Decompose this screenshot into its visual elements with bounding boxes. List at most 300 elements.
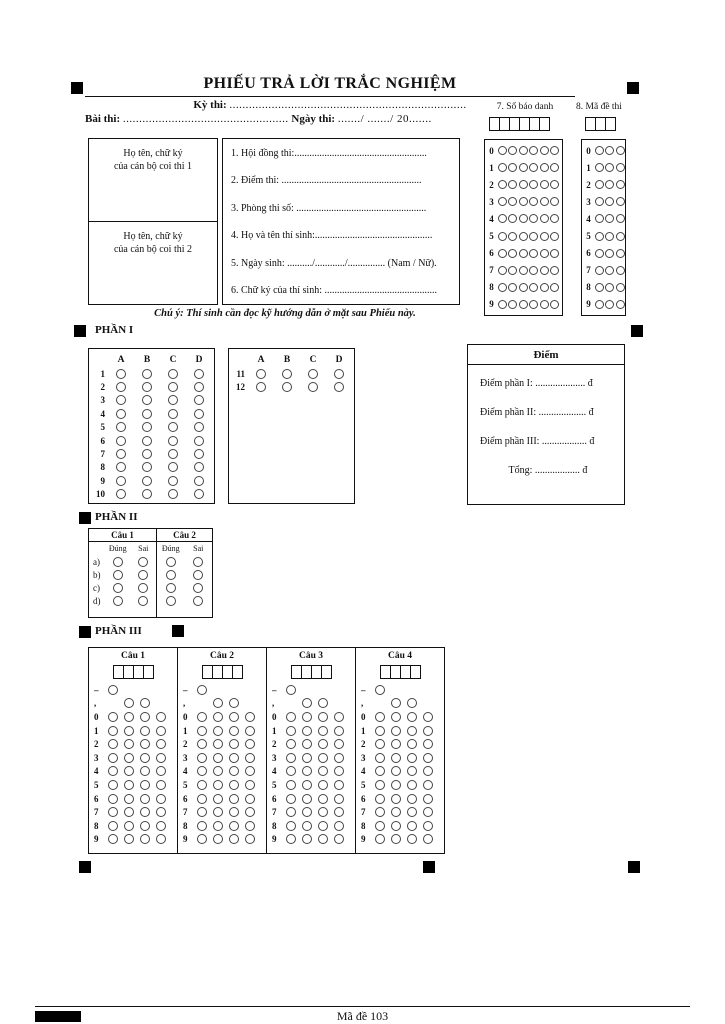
write-cell[interactable]: [321, 665, 332, 679]
answer-bubble[interactable]: [282, 382, 292, 392]
digit-bubble[interactable]: [605, 146, 614, 155]
digit-bubble[interactable]: [423, 821, 433, 831]
digit-bubble[interactable]: [140, 739, 150, 749]
answer-bubble[interactable]: [168, 422, 178, 432]
answer-bubble[interactable]: [194, 369, 204, 379]
digit-bubble[interactable]: [318, 712, 328, 722]
answer-bubble[interactable]: [194, 382, 204, 392]
digit-bubble[interactable]: [605, 300, 614, 309]
digit-bubble[interactable]: [375, 726, 385, 736]
digit-bubble[interactable]: [423, 726, 433, 736]
digit-bubble[interactable]: [156, 739, 166, 749]
digit-bubble[interactable]: [334, 739, 344, 749]
answer-bubble[interactable]: [168, 369, 178, 379]
answer-bubble[interactable]: [142, 395, 152, 405]
digit-bubble[interactable]: [108, 766, 118, 776]
digit-bubble[interactable]: [391, 712, 401, 722]
digit-bubble[interactable]: [245, 712, 255, 722]
digit-bubble[interactable]: [197, 712, 207, 722]
digit-bubble[interactable]: [318, 726, 328, 736]
digit-bubble[interactable]: [213, 753, 223, 763]
digit-bubble[interactable]: [302, 780, 312, 790]
digit-bubble[interactable]: [508, 146, 517, 155]
answer-bubble[interactable]: [168, 489, 178, 499]
digit-bubble[interactable]: [334, 807, 344, 817]
digit-bubble[interactable]: [423, 834, 433, 844]
answer-bubble[interactable]: [282, 369, 292, 379]
digit-bubble[interactable]: [529, 300, 538, 309]
digit-bubble[interactable]: [229, 739, 239, 749]
digit-bubble[interactable]: [229, 780, 239, 790]
digit-bubble[interactable]: [334, 834, 344, 844]
digit-bubble[interactable]: [423, 807, 433, 817]
digit-bubble[interactable]: [156, 753, 166, 763]
digit-bubble[interactable]: [197, 766, 207, 776]
digit-bubble[interactable]: [245, 739, 255, 749]
digit-bubble[interactable]: [529, 197, 538, 206]
digit-bubble[interactable]: [302, 794, 312, 804]
digit-bubble[interactable]: [508, 266, 517, 275]
answer-bubble[interactable]: [116, 449, 126, 459]
digit-bubble[interactable]: [140, 753, 150, 763]
digit-bubble[interactable]: [140, 726, 150, 736]
digit-bubble[interactable]: [391, 834, 401, 844]
digit-bubble[interactable]: [124, 780, 134, 790]
digit-bubble[interactable]: [423, 712, 433, 722]
digit-bubble[interactable]: [616, 180, 625, 189]
digit-bubble[interactable]: [550, 232, 559, 241]
digit-bubble[interactable]: [286, 712, 296, 722]
answer-bubble[interactable]: [142, 369, 152, 379]
answer-bubble[interactable]: [194, 462, 204, 472]
digit-bubble[interactable]: [124, 766, 134, 776]
digit-bubble[interactable]: [519, 266, 528, 275]
answer-bubble[interactable]: [334, 382, 344, 392]
digit-bubble[interactable]: [213, 726, 223, 736]
answer-bubble[interactable]: [168, 436, 178, 446]
digit-bubble[interactable]: [156, 766, 166, 776]
digit-bubble[interactable]: [550, 249, 559, 258]
digit-bubble[interactable]: [540, 180, 549, 189]
comma-bubble[interactable]: [229, 698, 239, 708]
digit-bubble[interactable]: [245, 834, 255, 844]
comma-bubble[interactable]: [318, 698, 328, 708]
digit-bubble[interactable]: [156, 807, 166, 817]
digit-bubble[interactable]: [605, 180, 614, 189]
field-ngay-sinh[interactable]: 5. Ngày sinh: ........../............/............... (Nam / Nữ).: [231, 257, 437, 269]
answer-bubble[interactable]: [194, 409, 204, 419]
digit-bubble[interactable]: [245, 807, 255, 817]
digit-bubble[interactable]: [140, 834, 150, 844]
digit-bubble[interactable]: [595, 163, 604, 172]
digit-bubble[interactable]: [124, 794, 134, 804]
digit-bubble[interactable]: [423, 753, 433, 763]
digit-bubble[interactable]: [197, 821, 207, 831]
digit-bubble[interactable]: [605, 266, 614, 275]
digit-bubble[interactable]: [302, 807, 312, 817]
digit-bubble[interactable]: [124, 807, 134, 817]
digit-bubble[interactable]: [391, 753, 401, 763]
comma-bubble[interactable]: [124, 698, 134, 708]
exam-date-field[interactable]: ......./ ......./ 20.......: [337, 113, 432, 125]
digit-bubble[interactable]: [407, 726, 417, 736]
digit-bubble[interactable]: [508, 214, 517, 223]
digit-bubble[interactable]: [519, 163, 528, 172]
answer-bubble[interactable]: [116, 409, 126, 419]
digit-bubble[interactable]: [616, 146, 625, 155]
digit-bubble[interactable]: [423, 766, 433, 776]
answer-bubble[interactable]: [308, 369, 318, 379]
digit-bubble[interactable]: [245, 753, 255, 763]
digit-bubble[interactable]: [391, 766, 401, 776]
digit-bubble[interactable]: [156, 794, 166, 804]
digit-bubble[interactable]: [508, 283, 517, 292]
digit-bubble[interactable]: [407, 766, 417, 776]
digit-bubble[interactable]: [245, 766, 255, 776]
digit-bubble[interactable]: [540, 266, 549, 275]
digit-bubble[interactable]: [213, 766, 223, 776]
field-phong-thi-so[interactable]: 3. Phòng thi số: ....................................................: [231, 202, 427, 214]
digit-bubble[interactable]: [213, 739, 223, 749]
field-hoi-dong-thi[interactable]: 1. Hội đồng thi:.....................................................: [231, 148, 427, 159]
digit-bubble[interactable]: [124, 726, 134, 736]
digit-bubble[interactable]: [391, 739, 401, 749]
digit-bubble[interactable]: [318, 766, 328, 776]
write-cell[interactable]: [410, 665, 421, 679]
digit-bubble[interactable]: [595, 180, 604, 189]
truth-bubble[interactable]: [113, 583, 123, 593]
digit-bubble[interactable]: [302, 739, 312, 749]
digit-bubble[interactable]: [498, 232, 507, 241]
digit-bubble[interactable]: [229, 753, 239, 763]
digit-bubble[interactable]: [213, 780, 223, 790]
digit-bubble[interactable]: [302, 753, 312, 763]
digit-bubble[interactable]: [519, 197, 528, 206]
answer-bubble[interactable]: [308, 382, 318, 392]
digit-bubble[interactable]: [423, 780, 433, 790]
digit-bubble[interactable]: [334, 753, 344, 763]
digit-bubble[interactable]: [302, 712, 312, 722]
comma-bubble[interactable]: [213, 698, 223, 708]
answer-bubble[interactable]: [334, 369, 344, 379]
answer-bubble[interactable]: [116, 462, 126, 472]
answer-bubble[interactable]: [142, 489, 152, 499]
answer-bubble[interactable]: [194, 422, 204, 432]
digit-bubble[interactable]: [286, 726, 296, 736]
digit-bubble[interactable]: [140, 821, 150, 831]
digit-bubble[interactable]: [407, 780, 417, 790]
digit-bubble[interactable]: [595, 197, 604, 206]
digit-bubble[interactable]: [595, 146, 604, 155]
digit-bubble[interactable]: [197, 753, 207, 763]
digit-bubble[interactable]: [550, 163, 559, 172]
digit-bubble[interactable]: [302, 821, 312, 831]
digit-bubble[interactable]: [108, 712, 118, 722]
answer-bubble[interactable]: [116, 382, 126, 392]
digit-bubble[interactable]: [616, 214, 625, 223]
digit-bubble[interactable]: [197, 739, 207, 749]
field-diem-thi[interactable]: 2. Điểm thi: ........................................................: [231, 175, 422, 187]
digit-bubble[interactable]: [197, 780, 207, 790]
digit-bubble[interactable]: [124, 712, 134, 722]
answer-bubble[interactable]: [168, 409, 178, 419]
digit-bubble[interactable]: [140, 766, 150, 776]
digit-bubble[interactable]: [375, 821, 385, 831]
digit-bubble[interactable]: [407, 807, 417, 817]
digit-bubble[interactable]: [529, 249, 538, 258]
digit-bubble[interactable]: [213, 807, 223, 817]
digit-bubble[interactable]: [529, 163, 538, 172]
field-chu-ky-thi-sinh[interactable]: 6. Chữ ký của thí sinh: .............................................: [231, 284, 437, 296]
digit-bubble[interactable]: [407, 821, 417, 831]
digit-bubble[interactable]: [108, 821, 118, 831]
digit-bubble[interactable]: [286, 834, 296, 844]
digit-bubble[interactable]: [508, 197, 517, 206]
digit-bubble[interactable]: [108, 794, 118, 804]
digit-bubble[interactable]: [391, 821, 401, 831]
digit-bubble[interactable]: [140, 712, 150, 722]
proctor2-cell[interactable]: [89, 222, 217, 304]
digit-bubble[interactable]: [124, 821, 134, 831]
digit-bubble[interactable]: [540, 232, 549, 241]
digit-bubble[interactable]: [375, 807, 385, 817]
digit-bubble[interactable]: [318, 739, 328, 749]
write-cell[interactable]: [539, 117, 550, 131]
digit-bubble[interactable]: [550, 214, 559, 223]
proctor1-cell[interactable]: [89, 139, 217, 222]
digit-bubble[interactable]: [498, 249, 507, 258]
comma-bubble[interactable]: [391, 698, 401, 708]
digit-bubble[interactable]: [318, 821, 328, 831]
digit-bubble[interactable]: [605, 214, 614, 223]
digit-bubble[interactable]: [519, 214, 528, 223]
digit-bubble[interactable]: [245, 794, 255, 804]
digit-bubble[interactable]: [108, 739, 118, 749]
digit-bubble[interactable]: [498, 146, 507, 155]
digit-bubble[interactable]: [407, 739, 417, 749]
digit-bubble[interactable]: [108, 726, 118, 736]
digit-bubble[interactable]: [616, 197, 625, 206]
digit-bubble[interactable]: [124, 739, 134, 749]
digit-bubble[interactable]: [498, 214, 507, 223]
truth-bubble[interactable]: [193, 596, 203, 606]
digit-bubble[interactable]: [498, 266, 507, 275]
answer-bubble[interactable]: [194, 395, 204, 405]
digit-bubble[interactable]: [286, 780, 296, 790]
digit-bubble[interactable]: [391, 807, 401, 817]
comma-bubble[interactable]: [407, 698, 417, 708]
digit-bubble[interactable]: [407, 834, 417, 844]
digit-bubble[interactable]: [616, 163, 625, 172]
digit-bubble[interactable]: [498, 180, 507, 189]
digit-bubble[interactable]: [540, 197, 549, 206]
digit-bubble[interactable]: [108, 780, 118, 790]
digit-bubble[interactable]: [334, 766, 344, 776]
digit-bubble[interactable]: [519, 146, 528, 155]
digit-bubble[interactable]: [498, 300, 507, 309]
digit-bubble[interactable]: [286, 794, 296, 804]
digit-bubble[interactable]: [375, 712, 385, 722]
digit-bubble[interactable]: [302, 766, 312, 776]
digit-bubble[interactable]: [407, 753, 417, 763]
digit-bubble[interactable]: [318, 807, 328, 817]
digit-bubble[interactable]: [616, 232, 625, 241]
digit-bubble[interactable]: [318, 753, 328, 763]
answer-bubble[interactable]: [194, 449, 204, 459]
digit-bubble[interactable]: [245, 780, 255, 790]
answer-bubble[interactable]: [168, 462, 178, 472]
digit-bubble[interactable]: [229, 726, 239, 736]
digit-bubble[interactable]: [616, 249, 625, 258]
digit-bubble[interactable]: [245, 726, 255, 736]
digit-bubble[interactable]: [229, 821, 239, 831]
digit-bubble[interactable]: [616, 300, 625, 309]
truth-bubble[interactable]: [166, 570, 176, 580]
digit-bubble[interactable]: [229, 712, 239, 722]
digit-bubble[interactable]: [498, 197, 507, 206]
digit-bubble[interactable]: [318, 834, 328, 844]
digit-bubble[interactable]: [508, 180, 517, 189]
digit-bubble[interactable]: [540, 300, 549, 309]
digit-bubble[interactable]: [334, 726, 344, 736]
digit-bubble[interactable]: [529, 180, 538, 189]
digit-bubble[interactable]: [334, 794, 344, 804]
digit-bubble[interactable]: [529, 266, 538, 275]
answer-bubble[interactable]: [168, 476, 178, 486]
write-cell[interactable]: [143, 665, 154, 679]
digit-bubble[interactable]: [616, 266, 625, 275]
digit-bubble[interactable]: [375, 753, 385, 763]
write-cell[interactable]: [605, 117, 616, 131]
answer-bubble[interactable]: [142, 449, 152, 459]
digit-bubble[interactable]: [318, 794, 328, 804]
digit-bubble[interactable]: [375, 766, 385, 776]
digit-bubble[interactable]: [540, 163, 549, 172]
digit-bubble[interactable]: [550, 283, 559, 292]
digit-bubble[interactable]: [108, 753, 118, 763]
digit-bubble[interactable]: [498, 283, 507, 292]
answer-bubble[interactable]: [194, 476, 204, 486]
truth-bubble[interactable]: [138, 570, 148, 580]
digit-bubble[interactable]: [529, 283, 538, 292]
digit-bubble[interactable]: [318, 780, 328, 790]
truth-bubble[interactable]: [113, 570, 123, 580]
answer-bubble[interactable]: [194, 436, 204, 446]
digit-bubble[interactable]: [286, 766, 296, 776]
digit-bubble[interactable]: [213, 712, 223, 722]
digit-bubble[interactable]: [498, 163, 507, 172]
digit-bubble[interactable]: [529, 232, 538, 241]
digit-bubble[interactable]: [605, 163, 614, 172]
digit-bubble[interactable]: [391, 794, 401, 804]
digit-bubble[interactable]: [213, 794, 223, 804]
digit-bubble[interactable]: [508, 249, 517, 258]
digit-bubble[interactable]: [156, 726, 166, 736]
digit-bubble[interactable]: [540, 214, 549, 223]
answer-bubble[interactable]: [168, 382, 178, 392]
digit-bubble[interactable]: [229, 794, 239, 804]
answer-bubble[interactable]: [142, 436, 152, 446]
digit-bubble[interactable]: [423, 794, 433, 804]
answer-bubble[interactable]: [116, 369, 126, 379]
digit-bubble[interactable]: [529, 146, 538, 155]
digit-bubble[interactable]: [595, 300, 604, 309]
digit-bubble[interactable]: [550, 300, 559, 309]
digit-bubble[interactable]: [334, 712, 344, 722]
answer-bubble[interactable]: [168, 395, 178, 405]
truth-bubble[interactable]: [138, 596, 148, 606]
digit-bubble[interactable]: [197, 794, 207, 804]
digit-bubble[interactable]: [197, 726, 207, 736]
digit-bubble[interactable]: [550, 197, 559, 206]
digit-bubble[interactable]: [229, 766, 239, 776]
digit-bubble[interactable]: [605, 197, 614, 206]
digit-bubble[interactable]: [550, 180, 559, 189]
digit-bubble[interactable]: [156, 712, 166, 722]
digit-bubble[interactable]: [140, 794, 150, 804]
digit-bubble[interactable]: [508, 300, 517, 309]
digit-bubble[interactable]: [156, 780, 166, 790]
truth-bubble[interactable]: [166, 557, 176, 567]
digit-bubble[interactable]: [540, 283, 549, 292]
subject-field[interactable]: ...................................................: [122, 113, 289, 125]
digit-bubble[interactable]: [124, 753, 134, 763]
digit-bubble[interactable]: [550, 266, 559, 275]
digit-bubble[interactable]: [213, 821, 223, 831]
truth-bubble[interactable]: [193, 570, 203, 580]
digit-bubble[interactable]: [197, 807, 207, 817]
truth-bubble[interactable]: [138, 557, 148, 567]
digit-bubble[interactable]: [595, 232, 604, 241]
truth-bubble[interactable]: [113, 557, 123, 567]
answer-bubble[interactable]: [142, 382, 152, 392]
minus-bubble[interactable]: [375, 685, 385, 695]
digit-bubble[interactable]: [375, 834, 385, 844]
comma-bubble[interactable]: [302, 698, 312, 708]
digit-bubble[interactable]: [375, 794, 385, 804]
digit-bubble[interactable]: [108, 834, 118, 844]
answer-bubble[interactable]: [116, 422, 126, 432]
digit-bubble[interactable]: [124, 834, 134, 844]
answer-bubble[interactable]: [116, 395, 126, 405]
digit-bubble[interactable]: [334, 821, 344, 831]
digit-bubble[interactable]: [595, 283, 604, 292]
digit-bubble[interactable]: [229, 807, 239, 817]
digit-bubble[interactable]: [519, 300, 528, 309]
answer-bubble[interactable]: [168, 449, 178, 459]
digit-bubble[interactable]: [334, 780, 344, 790]
digit-bubble[interactable]: [550, 146, 559, 155]
digit-bubble[interactable]: [245, 821, 255, 831]
digit-bubble[interactable]: [540, 146, 549, 155]
digit-bubble[interactable]: [156, 821, 166, 831]
digit-bubble[interactable]: [519, 249, 528, 258]
answer-bubble[interactable]: [116, 436, 126, 446]
truth-bubble[interactable]: [113, 596, 123, 606]
digit-bubble[interactable]: [519, 283, 528, 292]
digit-bubble[interactable]: [302, 726, 312, 736]
write-cell[interactable]: [232, 665, 243, 679]
digit-bubble[interactable]: [595, 249, 604, 258]
answer-bubble[interactable]: [194, 489, 204, 499]
answer-bubble[interactable]: [142, 422, 152, 432]
exam-name-field[interactable]: .........................................................................: [229, 99, 467, 111]
comma-bubble[interactable]: [140, 698, 150, 708]
field-ho-ten-thi-sinh[interactable]: 4. Họ và tên thí sinh:...............................................: [231, 230, 433, 242]
digit-bubble[interactable]: [605, 283, 614, 292]
digit-bubble[interactable]: [286, 739, 296, 749]
digit-bubble[interactable]: [302, 834, 312, 844]
